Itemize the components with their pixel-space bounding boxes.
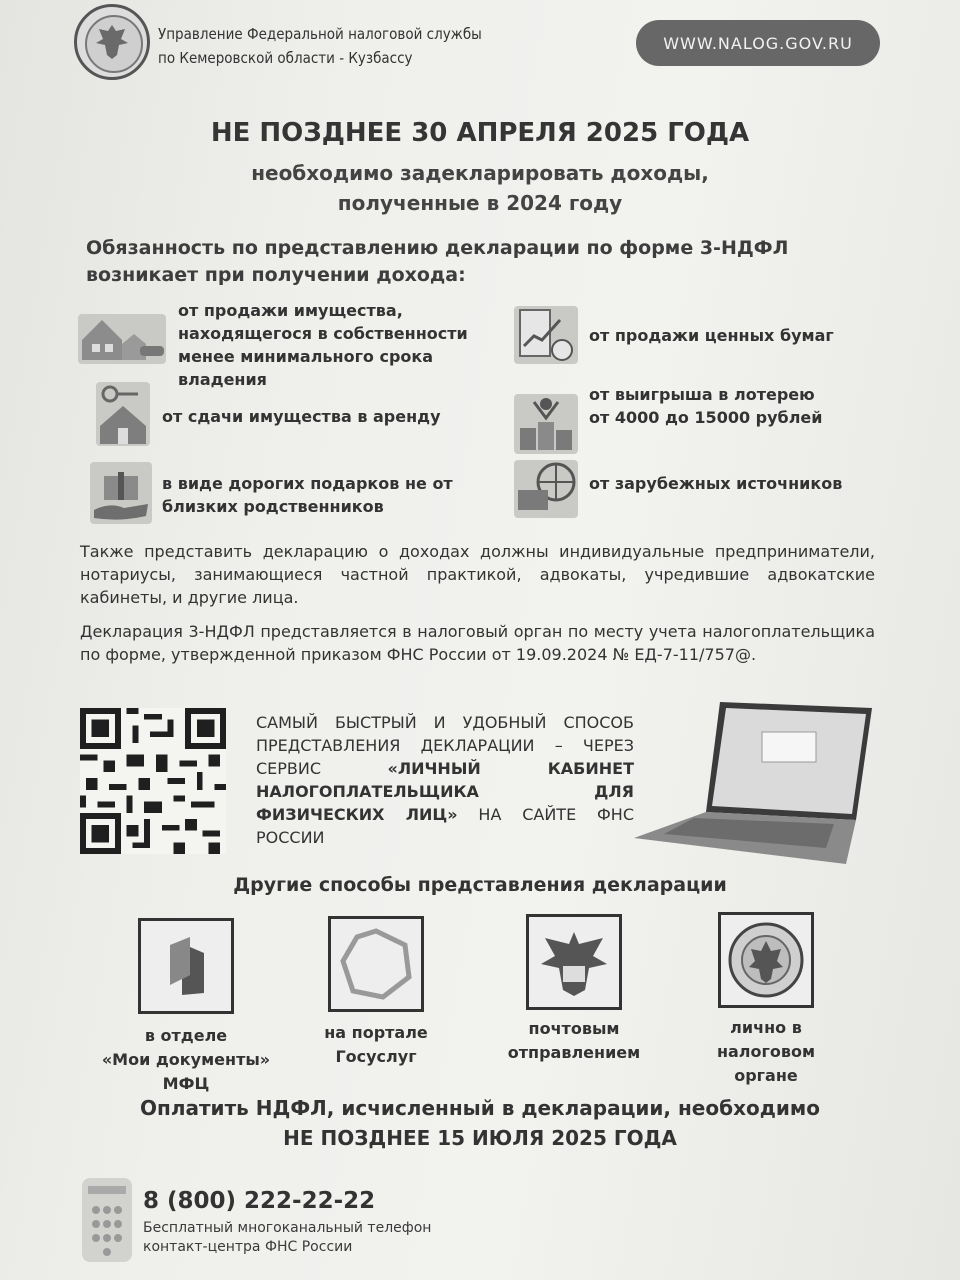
org-line-2: по Кемеровской области - Кузбассу xyxy=(158,49,413,67)
payment-deadline: НЕ ПОЗДНЕЕ 15 ИЮЛЯ 2025 ГОДА xyxy=(283,1126,677,1150)
fns-emblem-logo xyxy=(74,4,150,80)
subtitle-line-2: полученные в 2024 году xyxy=(337,191,623,215)
way-post: почтовым отправлением xyxy=(507,1019,641,1062)
income-item-foreign: от зарубежных источников xyxy=(589,474,843,493)
other-ways-heading: Другие способы представления декларации xyxy=(233,874,727,896)
subtitle xyxy=(0,158,960,218)
obligation-line-2: возникает при получении дохода: xyxy=(86,264,466,286)
income-item-property-sale: от продажи имущества, находящегося в собственности менее минимального срока владения xyxy=(178,301,468,389)
house-car-icon xyxy=(78,314,166,364)
way-gosuslugi: на портале Госуслуг xyxy=(324,1023,428,1066)
globe-cards-icon xyxy=(514,460,578,518)
org-line-1: Управление Федеральной налоговой службы xyxy=(158,25,482,43)
income-item-lottery: от выигрыша в лотерею от 4000 до 15000 рублей xyxy=(589,385,823,427)
mfc-logo-icon xyxy=(138,918,234,1014)
lk-service-link[interactable]: «ЛИЧНЫЙ КАБИНЕТ НАЛОГОПЛАТЕЛЬЩИКА ДЛЯ ФИЗИЧЕСКИХ ЛИЦ» xyxy=(256,759,634,824)
fastest-way-text: САМЫЙ БЫСТРЫЙ И УДОБНЫЙ СПОСОБ ПРЕДСТАВЛЕНИЯ ДЕКЛАРАЦИИ – ЧЕРЕЗ СЕРВИС «ЛИЧНЫЙ КАБИНЕТ НАЛОГОПЛАТЕЛЬЩИКА ДЛЯ ФИЗИЧЕСКИХ ЛИЦ» НА САЙТЕ ФНС РОССИИ xyxy=(256,713,634,847)
gosuslugi-logo-icon xyxy=(328,916,424,1012)
securities-chart-icon xyxy=(514,306,578,364)
phone-keypad-icon xyxy=(82,1178,132,1262)
subtitle-line-1: необходимо задекларировать доходы, xyxy=(251,161,709,185)
way-mfc: в отделе «Мои документы» МФЦ xyxy=(101,1026,271,1093)
laptop-image xyxy=(634,698,874,866)
lottery-coins-icon xyxy=(514,394,578,454)
form-paragraph: Декларация 3-НДФЛ представляется в налоговый орган по месту учета налогоплательщика по форме, утвержденной приказом ФНС России от 19.09.2024 № ЕД-7-11/757@. xyxy=(80,622,875,664)
deadline-title: НЕ ПОЗДНЕЕ 30 АПРЕЛЯ 2025 ГОДА xyxy=(210,118,750,148)
obligation-heading xyxy=(86,235,886,289)
organization-name xyxy=(158,22,482,70)
gift-icon xyxy=(90,462,152,524)
income-item-securities: от продажи ценных бумаг xyxy=(589,326,834,345)
also-declare-paragraph: Также представить декларацию о доходах должны индивидуальные предприниматели, нотариусы, занимающиеся частной практикой, адвокаты, учредившие адвокатские кабинеты, и другие лица. xyxy=(80,542,875,607)
key-house-icon xyxy=(96,382,150,446)
russian-post-logo-icon xyxy=(526,914,622,1010)
qr-code[interactable] xyxy=(78,708,228,854)
hotline-number[interactable]: 8 (800) 222-22-22 xyxy=(143,1188,376,1214)
fns-office-logo-icon xyxy=(718,912,814,1008)
hotline-description: Бесплатный многоканальный телефон контакт-центра ФНС России xyxy=(143,1220,432,1255)
payment-note: Оплатить НДФЛ, исчисленный в декларации, необходимо xyxy=(140,1096,820,1120)
website-badge: WWW.NALOG.GOV.RU xyxy=(636,20,880,66)
income-item-rent: от сдачи имущества в аренду xyxy=(162,407,441,426)
income-item-gifts: в виде дорогих подарков не от близких родственников xyxy=(162,474,453,516)
obligation-line-1: Обязанность по представлению декларации по форме 3-НДФЛ xyxy=(86,237,789,259)
way-tax-office: лично в налоговом органе xyxy=(716,1018,816,1085)
eagle-icon xyxy=(95,21,129,61)
